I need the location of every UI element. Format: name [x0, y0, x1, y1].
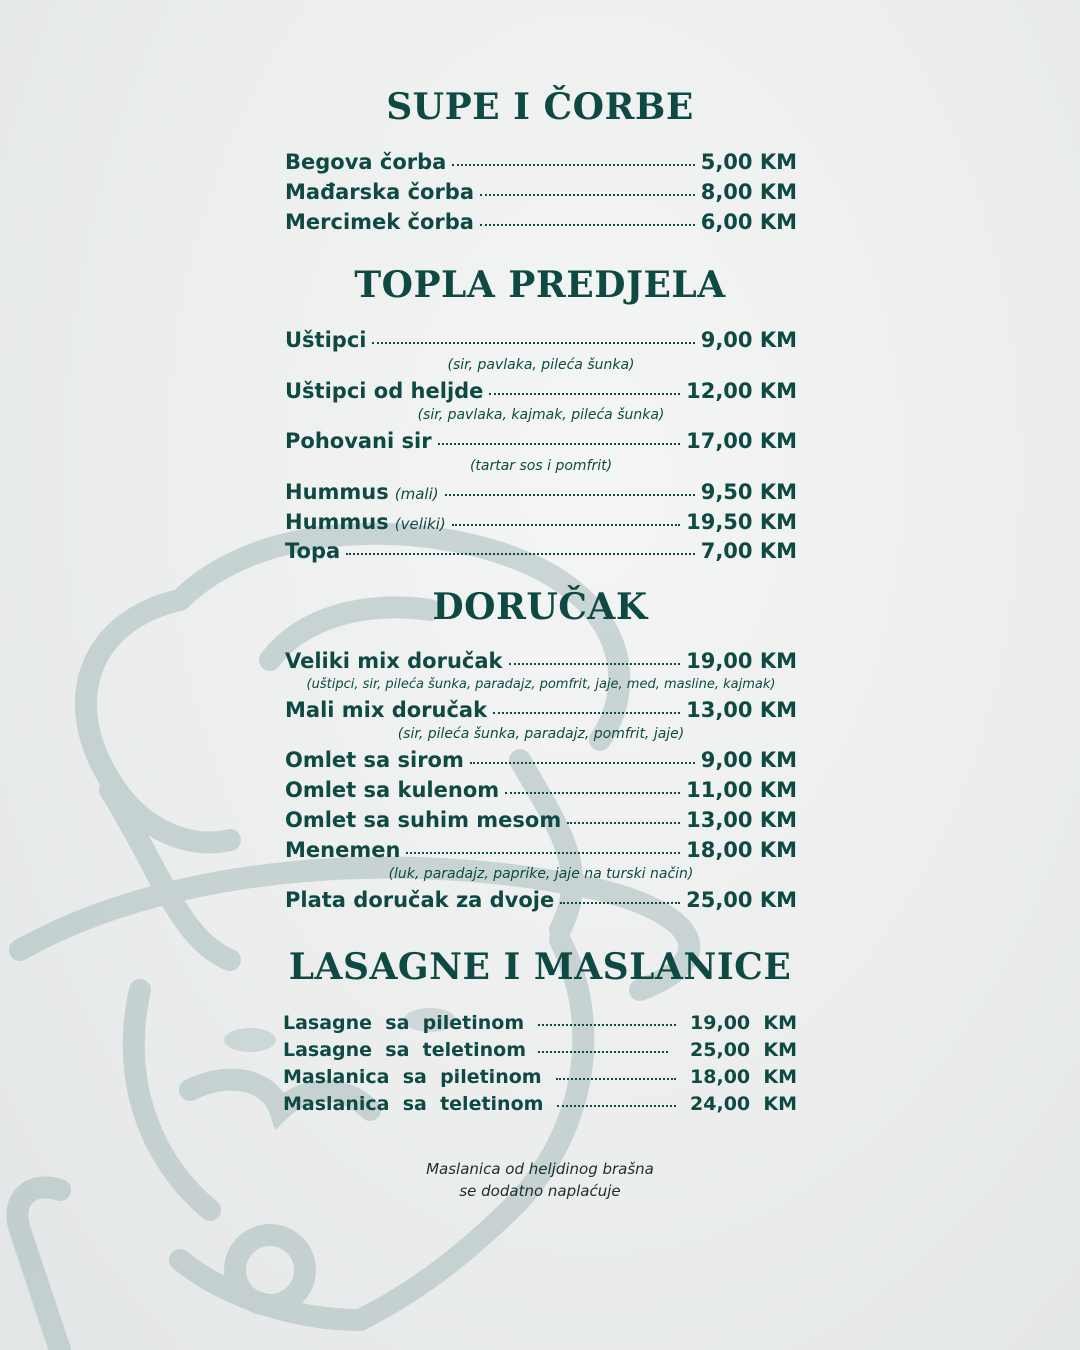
dot-leader: [493, 708, 680, 714]
item-name: Topa: [285, 539, 341, 563]
item-name: Mercimek čorba: [285, 210, 474, 234]
section-title-dorucak: DORUČAK: [432, 586, 648, 628]
item-description: (luk, paradajz, paprike, jaje na turski način): [388, 866, 694, 882]
footnote: [0, 1158, 1080, 1202]
dot-leader: [557, 1101, 676, 1107]
dot-leader: [509, 659, 681, 665]
item-price: 18,00 KM: [686, 838, 797, 862]
item-description: (sir, pavlaka, kajmak, pileća šunka): [417, 407, 665, 423]
item-price: 25,00 KM: [686, 888, 797, 912]
dot-leader: [538, 1047, 668, 1053]
item-price: 9,00 KM: [700, 328, 797, 352]
dot-leader: [560, 898, 680, 904]
item-description: (sir, pileća šunka, paradajz, pomfrit, jaje): [397, 726, 685, 742]
section-title-topla: TOPLA PREDJELA: [354, 264, 726, 306]
item-size-note: (veliki): [394, 515, 446, 533]
item-description: (sir, pavlaka, pileća šunka): [447, 357, 635, 373]
menu-item: [283, 1012, 797, 1042]
menu-item: [283, 1039, 797, 1069]
section-title-lasagne: LASAGNE I MASLANICE: [288, 946, 792, 988]
dot-leader: [372, 338, 694, 344]
menu-item: [285, 180, 797, 210]
item-price: 7,00 KM: [700, 539, 797, 563]
item-price: 13,00 KM: [686, 698, 797, 722]
menu-item: [285, 510, 797, 540]
dot-leader: [452, 520, 680, 526]
item-description: (uštipci, sir, pileća šunka, paradajz, pomfrit, jaje, med, masline, kajmak): [306, 677, 776, 692]
dot-leader: [489, 389, 680, 395]
footnote-line-2: se dodatno naplaćuje: [459, 1182, 621, 1200]
item-description: (tartar sos i pomfrit): [469, 458, 613, 474]
item-price: 19,00 KM: [686, 649, 797, 673]
item-price: 19,50 KM: [686, 510, 797, 534]
menu-item: [285, 480, 797, 510]
item-name: Begova čorba: [285, 150, 447, 174]
item-price: 12,00 KM: [686, 379, 797, 403]
dot-leader: [567, 818, 680, 824]
item-price: 17,00 KM: [686, 429, 797, 453]
menu-item: [285, 379, 797, 409]
item-price: 18,00 KM: [690, 1066, 797, 1088]
menu-item: [285, 778, 797, 808]
item-size-note: (mali): [394, 485, 439, 503]
item-name: Uštipci od heljde: [285, 379, 484, 403]
menu-item: [285, 808, 797, 838]
item-name: Plata doručak za dvoje: [285, 888, 555, 912]
item-name: Omlet sa suhim mesom: [285, 808, 562, 832]
item-price: 25,00 KM: [690, 1039, 797, 1061]
dot-leader: [480, 190, 695, 196]
menu-item: [285, 539, 797, 569]
item-name: Lasagne sa teletinom: [283, 1039, 527, 1061]
dot-leader: [445, 490, 695, 496]
menu-item: [283, 1093, 797, 1123]
menu-item: [285, 748, 797, 778]
dot-leader: [505, 788, 680, 794]
item-name: Maslanica sa piletinom: [283, 1066, 542, 1088]
dot-leader: [480, 220, 695, 226]
dot-leader: [538, 1020, 676, 1026]
item-price: 11,00 KM: [686, 778, 797, 802]
item-name: Mađarska čorba: [285, 180, 475, 204]
item-name: Maslanica sa teletinom: [283, 1093, 544, 1115]
dot-leader: [406, 848, 680, 854]
dot-leader: [438, 439, 681, 445]
item-price: 6,00 KM: [700, 210, 797, 234]
item-price: 19,00 KM: [690, 1012, 797, 1034]
item-price: 24,00 KM: [690, 1093, 797, 1115]
item-name: Hummus: [285, 510, 389, 534]
menu-item: [285, 698, 797, 728]
dot-leader: [470, 758, 695, 764]
menu-item: [283, 1066, 797, 1096]
item-name: Menemen: [285, 838, 401, 862]
menu-item: [285, 838, 797, 868]
dot-leader: [346, 549, 695, 555]
item-price: 8,00 KM: [700, 180, 797, 204]
item-name: Hummus: [285, 480, 389, 504]
item-name: Mali mix doručak: [285, 698, 488, 722]
item-name: Pohovani sir: [285, 429, 432, 453]
item-name: Veliki mix doručak: [285, 649, 503, 673]
menu-item: [285, 210, 797, 240]
item-name: Omlet sa kulenom: [285, 778, 500, 802]
item-name: Lasagne sa piletinom: [283, 1012, 525, 1034]
item-price: 9,50 KM: [700, 480, 797, 504]
menu-item: [285, 649, 797, 679]
menu-item: [285, 888, 797, 918]
menu-item: [285, 429, 797, 459]
dot-leader: [556, 1074, 676, 1080]
item-price: 5,00 KM: [700, 150, 797, 174]
item-price: 9,00 KM: [700, 748, 797, 772]
footnote-line-1: Maslanica od heljdinog brašna: [426, 1160, 654, 1178]
menu-item: [285, 328, 797, 358]
item-name: Omlet sa sirom: [285, 748, 464, 772]
dot-leader: [452, 160, 694, 166]
item-name: Uštipci: [285, 328, 367, 352]
menu-item: [285, 150, 797, 180]
section-title-supe: SUPE I ČORBE: [386, 86, 694, 128]
item-price: 13,00 KM: [686, 808, 797, 832]
